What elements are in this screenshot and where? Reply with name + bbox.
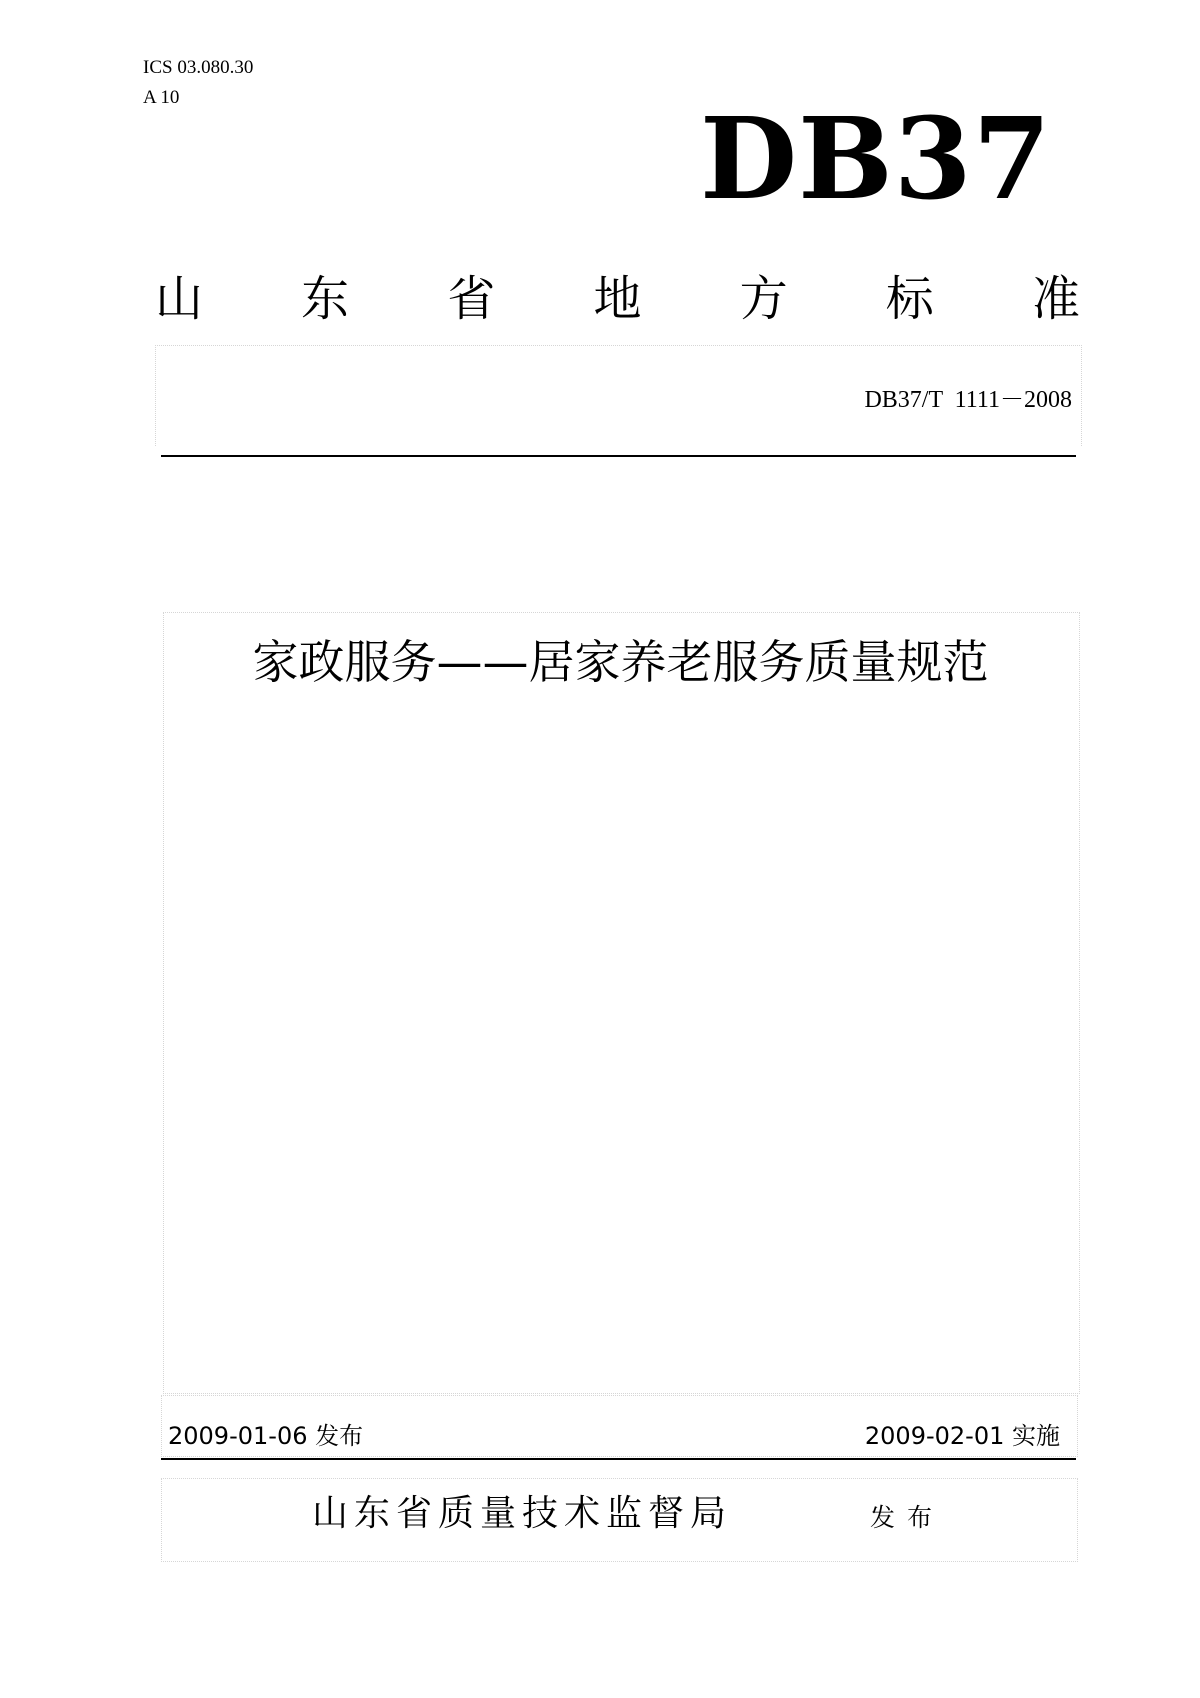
standard-number: DB37/T 1111－2008 <box>864 387 1072 413</box>
standard-type-char: 省 <box>447 271 496 327</box>
document-title: 家政服务——居家养老服务质量规范 <box>252 635 989 689</box>
standard-type-char: 方 <box>739 271 788 327</box>
standard-type-char: 地 <box>593 271 642 327</box>
ics-code: ICS 03.080.30 <box>143 57 254 78</box>
title-frame <box>163 612 1080 1394</box>
standard-type-heading <box>155 270 1080 328</box>
top-divider <box>161 455 1076 457</box>
classification-code: A 10 <box>143 87 180 108</box>
issue-date: 2009-01-06 发布 <box>168 1422 364 1450</box>
standard-type-char: 标 <box>885 271 934 327</box>
standard-type-char: 准 <box>1031 271 1080 327</box>
implementation-date: 2009-02-01 实施 <box>864 1422 1060 1450</box>
db37-logo: DB37 <box>700 94 1052 225</box>
standard-type-char: 山 <box>155 271 204 327</box>
bottom-divider <box>161 1458 1076 1460</box>
issue-label: 发布 <box>870 1503 945 1532</box>
issuing-authority: 山东省质量技术监督局 <box>312 1493 733 1534</box>
standard-type-char: 东 <box>301 271 350 327</box>
